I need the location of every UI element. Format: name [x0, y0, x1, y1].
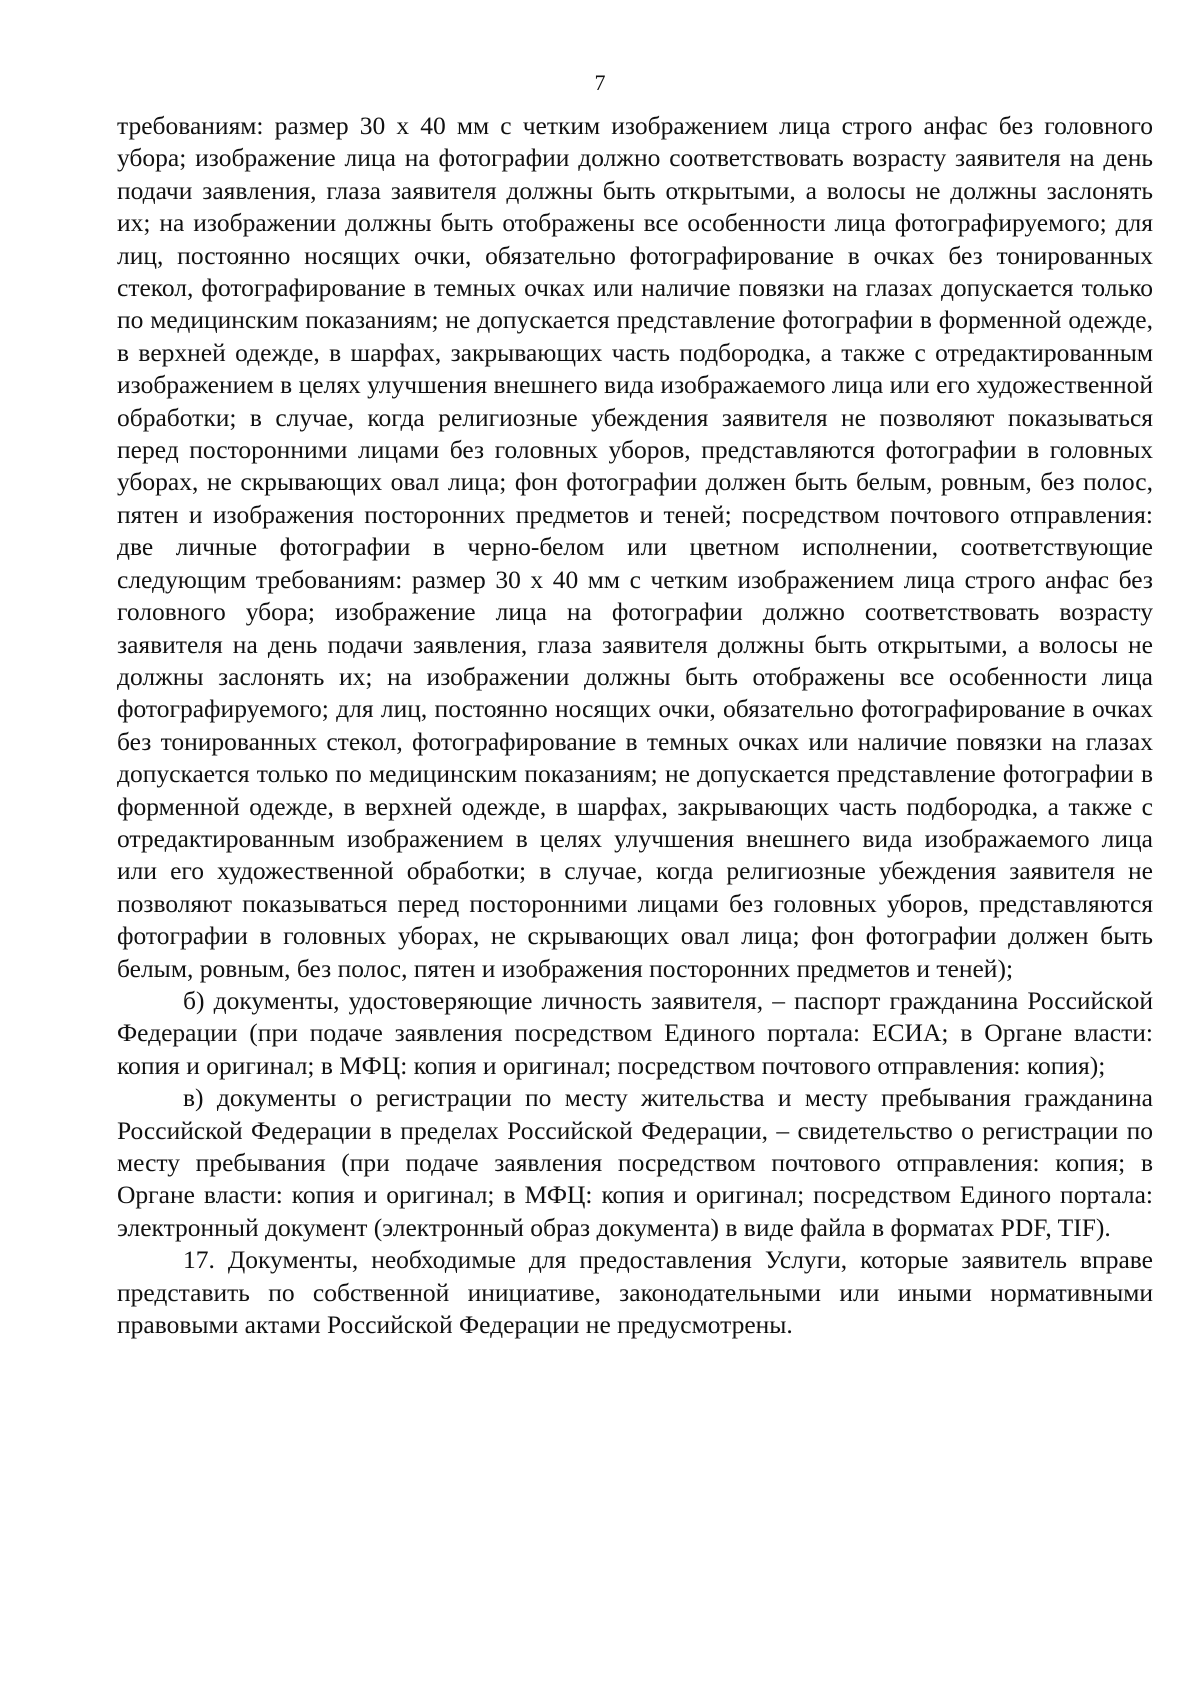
paragraph-item-17: 17. Документы, необходимые для предоставления Услуги, которые заявитель вправе представить по собственной инициативе, законодательными или иными нормативными правовыми актами Российской Федерации не предусмотрены.: [117, 1245, 1153, 1340]
paragraph-registration-documents: в) документы о регистрации по месту жительства и месту пребывания гражданина Российской Федерации в пределах Российской Федерации, – свидетельство о регистрации по месту пребывания (при подаче заявления посредством почтового отправления: копия; в Органе власти: копия и оригинал; в МФЦ: копия и оригинал; посредством Единого портала: электронный документ (электронный образ документа) в виде файла в форматах PDF, TIF).: [117, 1083, 1153, 1242]
paragraph-identity-documents: б) документы, удостоверяющие личность заявителя, – паспорт гражданина Российской Федерации (при подаче заявления посредством Единого портала: ЕСИА; в Органе власти: копия и оригинал; в МФЦ: копия и оригинал; посредством почтового отправления: копия);: [117, 985, 1153, 1080]
page-number: 7: [594, 70, 606, 95]
paragraph-photo-requirements: требованиям: размер 30 х 40 мм с четким изображением лица строго анфас без головного убора; изображение лица на фотографии должно соответствовать возрасту заявителя на день подачи заявления, глаза заявителя должны быть открытыми, а волосы не должны заслонять их; на изображении должны быть отображены все особенности лица фотографируемого; для лиц, постоянно носящих очки, обязательно фотографирование в очках без тонированных стекол, фотографирование в темных очках или наличие повязки на глазах допускается только по медицинским показаниям; не допускается представление фотографии в форменной одежде, в верхней одежде, в шарфах, закрывающих часть подбородка, а также с отредактированным изображением в целях улучшения внешнего вида изображаемого лица или его художественной обработки; в случае, когда религиозные убеждения заявителя не позволяют показываться перед посторонними лицами без головных уборов, представляются фотографии в головных уборах, не скрывающих овал лица; фон фотографии должен быть белым, ровным, без полос, пятен и изображения посторонних предметов и теней; посредством почтового отправления: две личные фотографии в черно-белом или цветном исполнении, соответствующие следующим требованиям: размер 30 х 40 мм с четким изображением лица строго анфас без головного убора; изображение лица на фотографии должно соответствовать возрасту заявителя на день подачи заявления, глаза заявителя должны быть открытыми, а волосы не должны заслонять их; на изображении должны быть отображены все особенности лица фотографируемого; для лиц, постоянно носящих очки, обязательно фотографирование в очках без тонированных стекол, фотографирование в темных очках или наличие повязки на глазах допускается только по медицинским показаниям; не допускается представление фотографии в форменной одежде, в верхней одежде, в шарфах, закрывающих часть подбородка, а также с отредактированным изображением в целях улучшения внешнего вида изображаемого лица или его художественной обработки; в случае, когда религиозные убеждения заявителя не позволяют показываться перед посторонними лицами без головных уборов, представляются фотографии в головных уборах, не скрывающих овал лица; фон фотографии должен быть белым, ровным, без полос, пятен и изображения посторонних предметов и теней);: [117, 111, 1153, 983]
document-body: [117, 110, 1153, 1341]
